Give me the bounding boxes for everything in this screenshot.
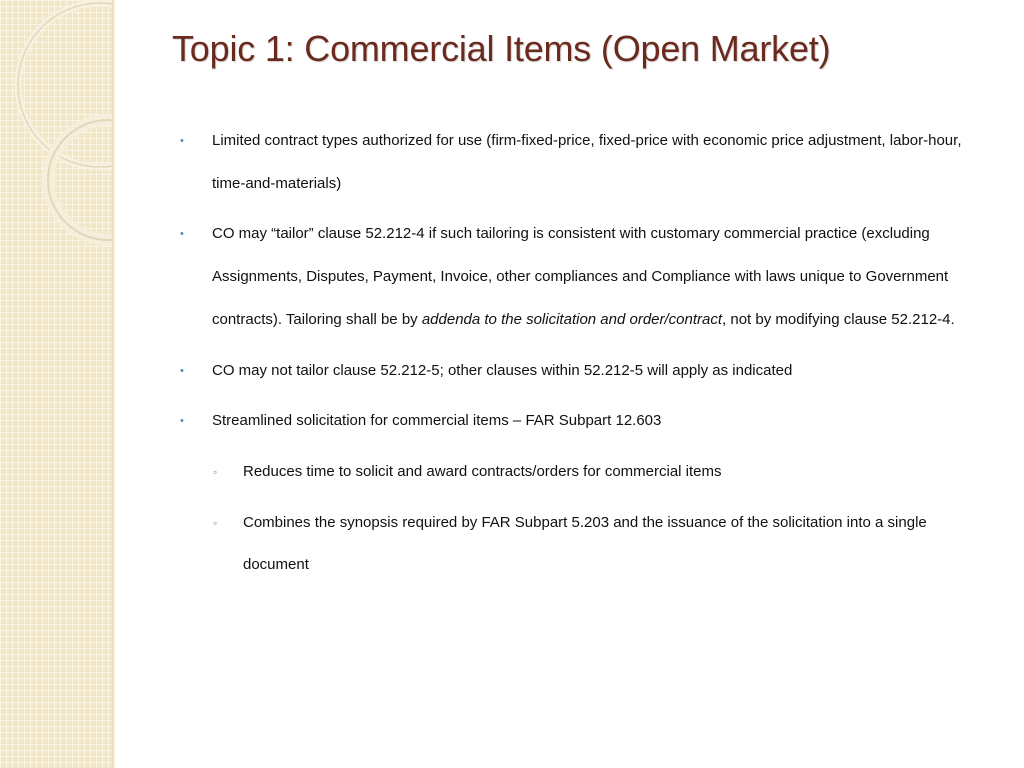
sub-bullet-icon: ◦ [213, 515, 218, 530]
bullet-item [180, 213, 990, 341]
bullet-text: Limited contract types authorized for use (firm-fixed-price, fixed-price with economic price adjustment, labor-hour, time-and-materials) [212, 132, 962, 192]
bullet-text: Streamlined solicitation for commercial items – FAR Subpart 12.603 [212, 412, 662, 430]
sidebar-edge-divider [112, 0, 115, 768]
bullet-icon: • [180, 228, 184, 241]
sub-bullet-text: Combines the synopsis required by FAR Subpart 5.203 and the issuance of the solicitation into a single document [243, 513, 927, 574]
bullet-icon: • [180, 135, 184, 147]
sub-bullet-text: Reduces time to solicit and award contracts/orders for commercial items [243, 462, 722, 480]
decorative-rings-graphic [0, 0, 114, 768]
bullet-item [180, 400, 990, 443]
bullet-icon: • [180, 364, 184, 377]
sub-bullet-item [180, 451, 990, 494]
sub-bullet-icon: ◦ [213, 464, 218, 479]
bullet-icon: • [180, 415, 184, 428]
slide-title: Topic 1: Commercial Items (Open Market) [172, 28, 831, 69]
bullet-item [180, 120, 990, 205]
sub-bullet-item [180, 502, 990, 587]
bullet-text: CO may “tailor” clause 52.212-4 if such tailoring is consistent with customary commercial practice (excluding Assignments, Disputes, Payment, Invoice, other compliances and Compliance with laws unique to Government contracts). Tailoring shall be by [212, 225, 949, 328]
bullet-list [180, 120, 990, 595]
decorative-sidebar [0, 0, 114, 768]
bullet-text-end: , not by modifying clause 52.212-4. [722, 310, 955, 328]
bullet-text-italic: addenda to the solicitation and order/contract [421, 310, 723, 328]
bullet-item [180, 350, 990, 393]
bullet-text: CO may not tailor clause 52.212-5; other clauses within 52.212-5 will apply as indicated [212, 361, 793, 379]
